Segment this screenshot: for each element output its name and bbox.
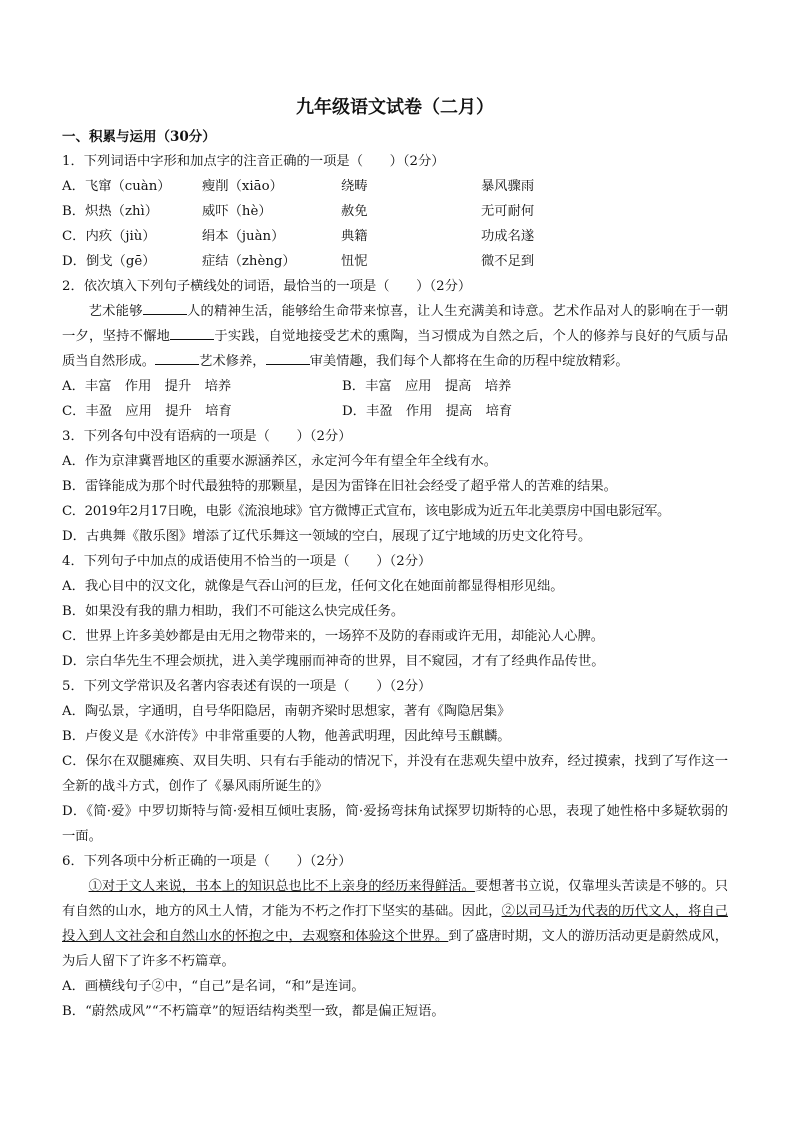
question-5-option-a: A．陶弘景，字通明，自号华阳隐居，南朝齐梁时思想家，著有《陶隐居集》 bbox=[62, 704, 511, 719]
option-cell: 无可耐何 bbox=[481, 204, 535, 219]
question-5-option-c: C．保尔在双腿瘫痪、双目失明、只有右手能动的情况下，并没有在悲观失望中放弃，经过摸索，找到了写作这一全新的战斗方式，创作了《暴风雨所诞生的》 bbox=[62, 754, 728, 794]
underlined-sentence-1: ①对于文人来说，书本上的知识总也比不上亲身的经历来得鲜活。 bbox=[88, 879, 475, 894]
question-2-passage bbox=[62, 299, 728, 374]
question-6-option-a: A．画横线句子②中，“自己”是名词，“和”是连词。 bbox=[62, 979, 365, 994]
option-cell: 绢本（juàn） bbox=[202, 229, 285, 244]
option-cell: C．内疚（jiù） bbox=[62, 229, 156, 244]
fill-blank bbox=[266, 351, 310, 365]
question-1-stem: 1．下列词语中字形和加点字的注音正确的一项是（ ）（2分） bbox=[62, 154, 445, 169]
question-2-stem: 2．依次填入下列句子横线处的词语，最恰当的一项是（ ）（2分） bbox=[62, 279, 472, 294]
option-cell: 赦免 bbox=[341, 204, 368, 219]
option-cell: 忸怩 bbox=[341, 254, 368, 269]
fill-blank bbox=[170, 326, 214, 340]
question-1-option-a bbox=[62, 174, 728, 199]
fill-blank bbox=[143, 301, 187, 315]
question-6-stem: 6．下列各项中分析正确的一项是（ ）（2分） bbox=[62, 854, 352, 869]
question-2-options-row-2 bbox=[62, 399, 728, 424]
option-cell: B．炽热（zhì） bbox=[62, 204, 159, 219]
page-title: 九年级语文试卷（二月） bbox=[296, 97, 494, 118]
option-cell: 威吓（hè） bbox=[202, 204, 272, 219]
option-cell: 典籍 bbox=[341, 229, 368, 244]
option-cell: 微不足到 bbox=[481, 254, 535, 269]
option-text: B．丰富 应用 提高 培养 bbox=[342, 379, 512, 394]
question-5-option-d: D．《简·爱》中罗切斯特与简·爱相互倾吐衷肠，简·爱扬弯抹角试探罗切斯特的心思，表现了她性格中多疑软弱的一面。 bbox=[62, 804, 728, 844]
passage-text: 艺术能够 bbox=[88, 304, 143, 319]
passage-text: 艺术修养， bbox=[199, 354, 266, 369]
option-cell: 功成名遂 bbox=[481, 229, 535, 244]
passage-text: 到了盛唐时期，文人的游历活动更是蔚然成风，为后人留下了许多不朽篇章。 bbox=[62, 929, 729, 969]
passage-text: 人的精神生活，能够给生命带来惊喜，让人生充满美和诗意。艺术作品对人的影响在于一朝一夕，坚持不懈地 bbox=[62, 304, 729, 344]
question-4-stem: 4．下列句子中加点的成语使用不恰当的一项是（ ）（2分） bbox=[62, 554, 432, 569]
question-4-option-d: D．宗白华先生不理会烦扰，进入美学瑰丽而神奇的世界，目不窥园，才有了经典作品传世。 bbox=[62, 654, 605, 669]
option-text: A．丰富 作用 提升 培养 bbox=[62, 379, 232, 394]
option-cell: 瘦削（xiāo） bbox=[202, 179, 283, 194]
question-1-option-d bbox=[62, 249, 728, 274]
option-cell: A．飞窜（cuàn） bbox=[62, 179, 171, 194]
question-4-option-a: A．我心目中的汉文化，就像是气吞山河的巨龙，任何文化在她面前都显得相形见绌。 bbox=[62, 579, 564, 594]
question-6-option-b: B．“蔚然成风”“不朽篇章”的短语结构类型一致，都是偏正短语。 bbox=[62, 1004, 445, 1019]
option-cell: D．倒戈（gē） bbox=[62, 254, 156, 269]
option-cell: 暴风骤雨 bbox=[481, 179, 535, 194]
passage-text: 于实践，自觉地接受艺术的熏陶，当习惯成为自然之后，个人的修养与良好的气质与品质当自然形成。 bbox=[62, 329, 729, 369]
question-3-option-b: B．雷锋能成为那个时代最独特的那颗星，是因为雷锋在旧社会经受了超乎常人的苦难的结果。 bbox=[62, 479, 617, 494]
exam-paper bbox=[62, 95, 728, 1024]
question-2-options-row-1 bbox=[62, 374, 728, 399]
question-5-stem: 5．下列文学常识及名著内容表述有误的一项是（ ）（2分） bbox=[62, 679, 432, 694]
section-heading: 一、积累与运用（30分） bbox=[62, 129, 216, 145]
option-text: D．丰盈 作用 提高 培育 bbox=[342, 404, 513, 419]
question-3-option-a: A．作为京津冀晋地区的重要水源涵养区，永定河今年有望全年全线有水。 bbox=[62, 454, 498, 469]
underlined-sentence-2: ②以司马迁为代表的历代文人，将自己投入到人文社会和自然山水的怀抱之中，去观察和体验这个世界。 bbox=[62, 904, 729, 944]
question-3-option-d: D．古典舞《散乐图》增添了辽代乐舞这一领域的空白，展现了辽宁地域的历史文化符号。 bbox=[62, 529, 592, 544]
question-6-passage bbox=[62, 874, 728, 974]
passage-text: 要想著书立说，仅靠埋头苦读是不够的。只有自然的山水，地方的风土人情，才能为不朽之作打下坚实的基础。因此， bbox=[62, 879, 729, 919]
question-5-option-b: B．卢俊义是《水浒传》中非常重要的人物，他善武明理，因此绰号玉麒麟。 bbox=[62, 729, 511, 744]
question-3-stem: 3．下列各句中没有语病的一项是（ ）（2分） bbox=[62, 429, 352, 444]
option-cell: 症结（zhèng） bbox=[202, 254, 296, 269]
fill-blank bbox=[155, 351, 199, 365]
question-1-option-b bbox=[62, 199, 728, 224]
question-1-option-c bbox=[62, 224, 728, 249]
question-4-option-b: B．如果没有我的鼎力相助，我们不可能这么快完成任务。 bbox=[62, 604, 405, 619]
passage-text: 审美情趣，我们每个人都将在生命的历程中绽放精彩。 bbox=[309, 354, 629, 369]
question-3-option-c: C．2019年2月17日晚，电影《流浪地球》官方微博正式宣布，该电影成为近五年北美票房中国电影冠军。 bbox=[62, 504, 670, 519]
option-cell: 绕畴 bbox=[341, 179, 368, 194]
option-text: C．丰盈 应用 提升 培育 bbox=[62, 404, 232, 419]
question-4-option-c: C．世界上许多美妙都是由无用之物带来的，一场猝不及防的春雨或许无用，却能沁人心脾。 bbox=[62, 629, 605, 644]
